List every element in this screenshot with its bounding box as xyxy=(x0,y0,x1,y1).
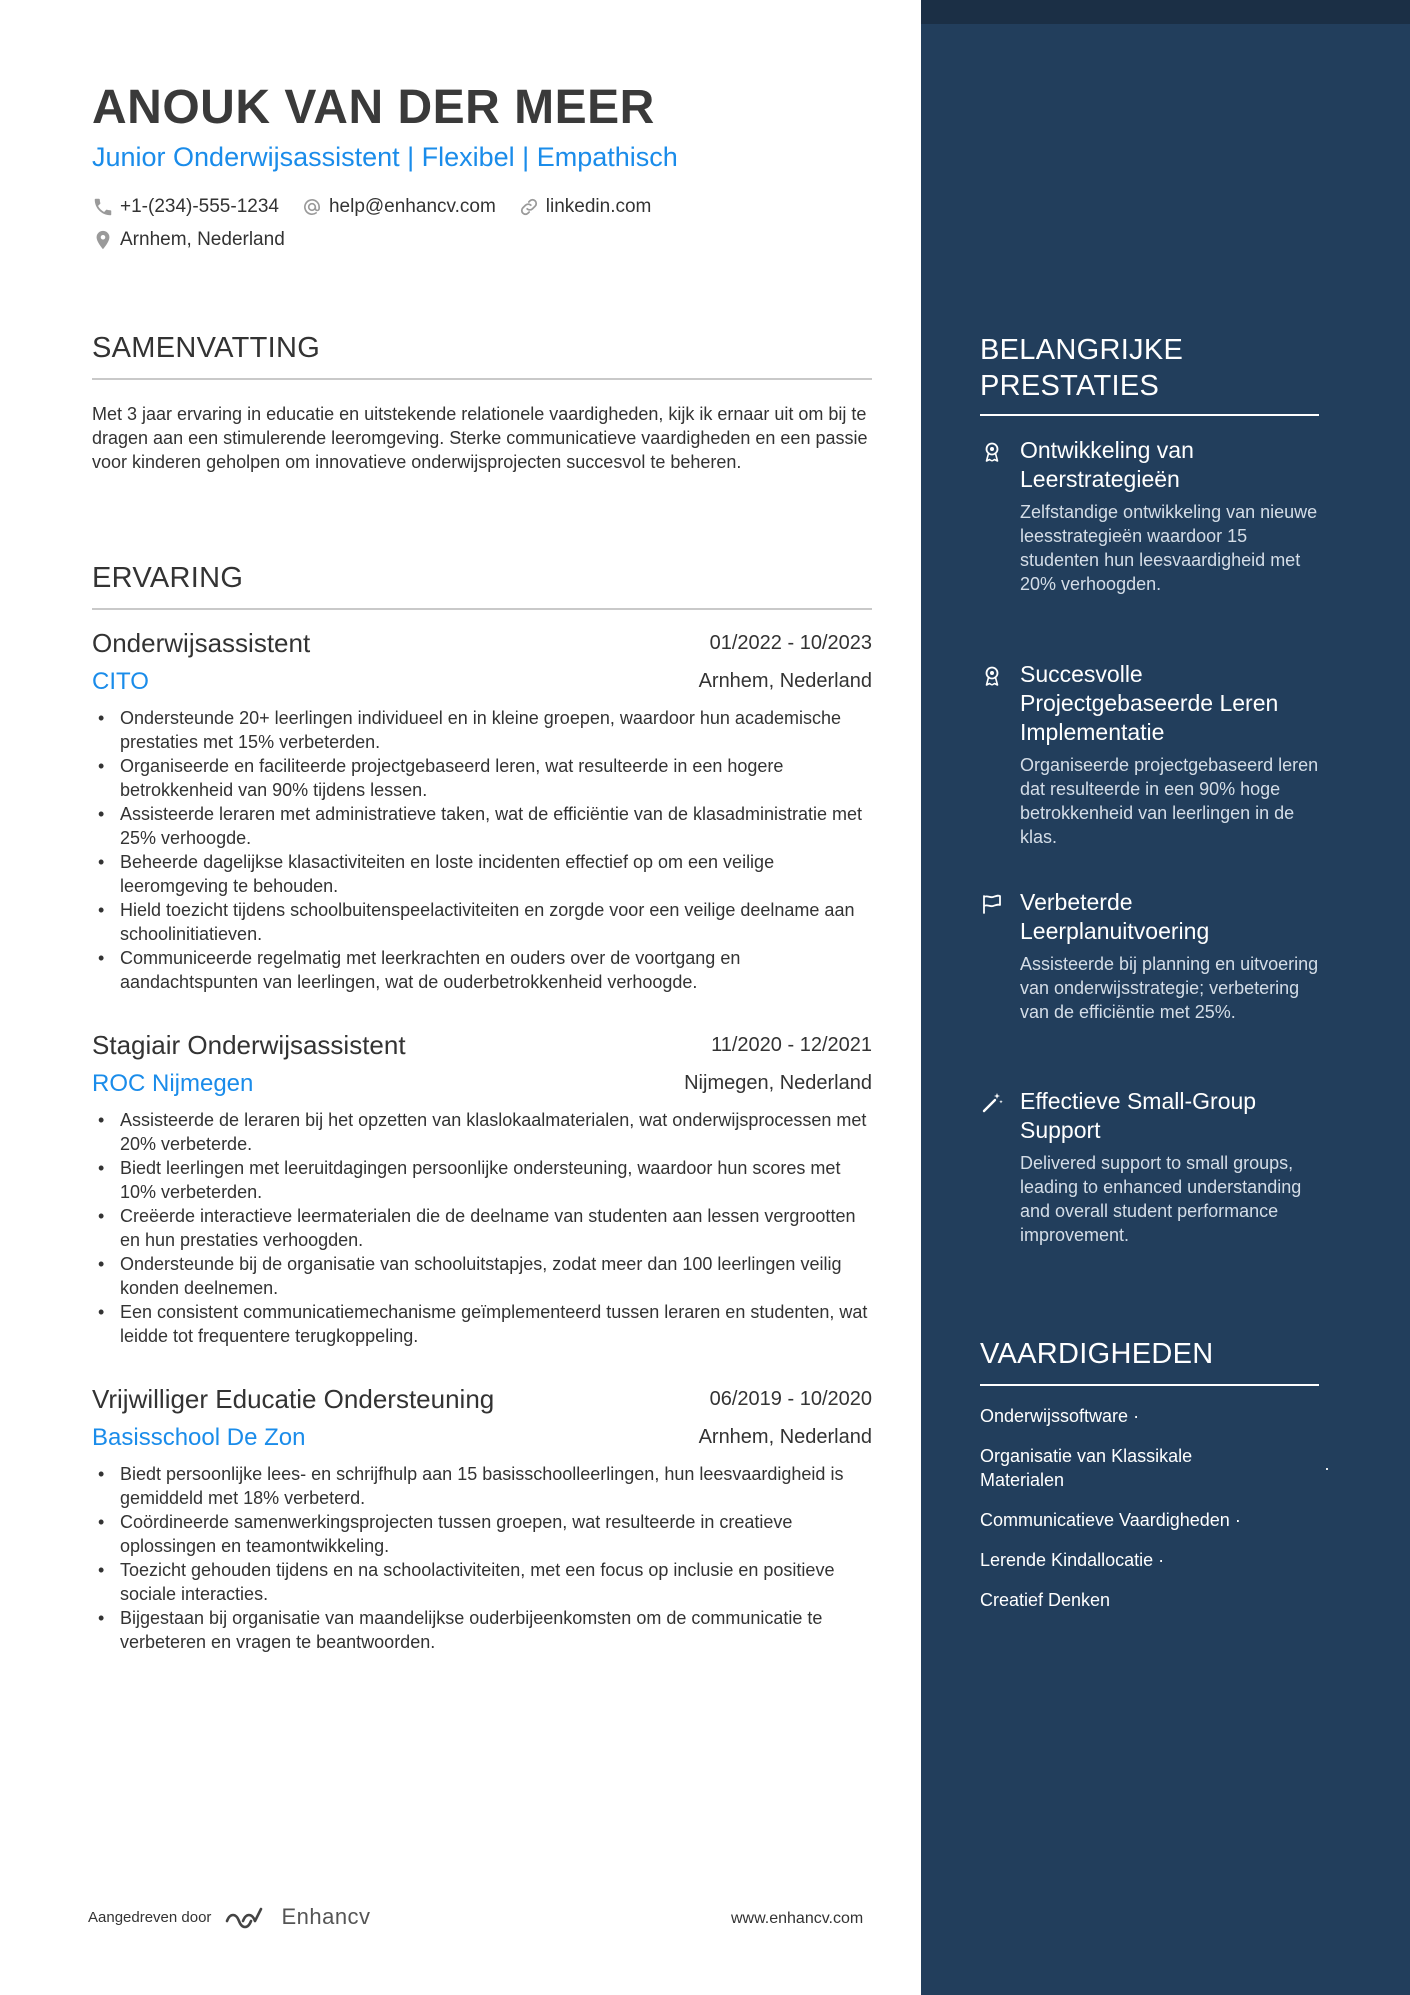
job-location: Arnhem, Nederland xyxy=(698,1426,872,1448)
achievement-item xyxy=(980,660,1320,849)
job-bullet: • Een consistent communicatiemechanisme geïmplementeerd tussen leraren en studenten, wat leidde tot frequentere terugkoppeling. xyxy=(92,1300,872,1348)
job-company[interactable]: ROC Nijmegen xyxy=(92,1070,254,1097)
job-company[interactable]: CITO xyxy=(92,668,149,695)
phone-icon xyxy=(92,196,114,218)
job-bullet: • Beheerde dagelijkse klasactiviteiten en loste incidenten effectief op om een veilige leeromgeving te behouden. xyxy=(92,850,872,898)
linkedin-text: linkedin.com xyxy=(545,196,652,217)
job-bullet: • Communiceerde regelmatig met leerkrachten en ouders over de voortgang en aandachtspunten van leerlingen, wat de ouderbetrokkenheid verhoogde. xyxy=(92,946,872,994)
contact-row-location xyxy=(92,229,307,251)
job-bullet: • Biedt persoonlijke lees- en schrijfhulp aan 15 basisschoolleerlingen, hun leesvaardigheid is gemiddeld met 18% verbeterd. xyxy=(92,1462,872,1510)
experience-heading: ERVARING xyxy=(92,562,244,594)
skill-item xyxy=(980,1508,1280,1532)
achievements-divider xyxy=(980,414,1319,416)
contact-linkedin[interactable] xyxy=(518,196,652,218)
job-bullet: • Assisteerde leraren met administratieve taken, wat de efficiëntie van de klasadministratie met 25% verhoogde. xyxy=(92,802,872,850)
location-text: Arnhem, Nederland xyxy=(120,229,285,250)
job-bullet: • Organiseerde en faciliteerde projectgebaseerd leren, wat resulteerde in een hogere betrokkenheid van 90% tijdens lessen. xyxy=(92,754,872,802)
job-bullet: • Creëerde interactieve leermaterialen die de deelname van studenten aan lessen vergrootten en hun prestaties verhoogden. xyxy=(92,1204,872,1252)
sidebar-top-band xyxy=(921,0,1410,24)
job-title: Vrijwilliger Educatie Ondersteuning xyxy=(92,1384,495,1414)
job-bullet: • Biedt leerlingen met leeruitdagingen persoonlijke ondersteuning, waardoor hun scores met 10% verbeterden. xyxy=(92,1156,872,1204)
job-bullets xyxy=(92,706,872,994)
award-icon xyxy=(980,664,1004,688)
job-bullet: • Bijgestaan bij organisatie van maandelijkse ouderbijeenkomsten om de communicatie te verbeteren en vragen te beantwoorden. xyxy=(92,1606,872,1654)
skill-item xyxy=(980,1404,1280,1428)
job-dates: 01/2022 - 10/2023 xyxy=(709,632,872,654)
job-bullet: • Hield toezicht tijdens schoolbuitenspeelactiviteiten en zorgde voor een veilige deelname aan schoolinitiatieven. xyxy=(92,898,872,946)
candidate-name: ANOUK VAN DER MEER xyxy=(92,81,655,134)
skills-divider xyxy=(980,1384,1319,1386)
achievement-title: Ontwikkeling van Leerstrategieën xyxy=(1020,437,1194,492)
achievement-description: Zelfstandige ontwikkeling van nieuwe leesstrategieën waardoor 15 studenten hun leesvaardigheid met 20% verhoogden. xyxy=(1020,502,1318,594)
job-title: Onderwijsassistent xyxy=(92,628,311,658)
job-location: Nijmegen, Nederland xyxy=(684,1072,872,1094)
job-bullet: • Ondersteunde bij de organisatie van schooluitstapjes, zodat meer dan 100 leerlingen veilig konden deelnemen. xyxy=(92,1252,872,1300)
at-icon xyxy=(301,196,323,218)
skill-label: Onderwijssoftware xyxy=(980,1406,1129,1426)
achievement-item xyxy=(980,1087,1320,1247)
job-entry xyxy=(92,1030,872,1348)
job-entry xyxy=(92,1384,872,1654)
achievement-item xyxy=(980,888,1320,1024)
summary-divider xyxy=(92,378,872,380)
contact-location xyxy=(92,229,285,251)
job-title: Stagiair Onderwijsassistent xyxy=(92,1030,406,1060)
skill-separator: · xyxy=(1158,1550,1165,1570)
job-bullet: • Assisteerde de leraren bij het opzetten van klaslokaalmaterialen, wat onderwijsprocessen met 20% verbeterde. xyxy=(92,1108,872,1156)
skill-separator: · xyxy=(1234,1510,1241,1530)
skill-label: Organisatie van Klassikale Materialen xyxy=(980,1446,1193,1490)
job-dates: 11/2020 - 12/2021 xyxy=(711,1034,872,1056)
footer-website[interactable]: www.enhancv.com xyxy=(731,1910,864,1927)
powered-by-text: Aangedreven door xyxy=(88,1908,212,1926)
job-bullets xyxy=(92,1108,872,1348)
contact-phone[interactable] xyxy=(92,196,279,218)
enhancv-brand-text: Enhancv xyxy=(281,1904,371,1929)
enhancv-logo[interactable] xyxy=(223,1903,370,1931)
achievement-title: Effectieve Small-Group Support xyxy=(1020,1088,1257,1143)
skill-label: Communicatieve Vaardigheden xyxy=(980,1510,1230,1530)
job-bullets xyxy=(92,1462,872,1654)
achievement-description: Organiseerde projectgebaseerd leren dat resulteerde in een 90% hoge betrokkenheid van leerlingen in de klas. xyxy=(1020,755,1319,847)
skills-list xyxy=(980,1404,1330,1628)
skill-item xyxy=(980,1548,1280,1572)
job-location: Arnhem, Nederland xyxy=(698,670,872,692)
job-company[interactable]: Basisschool De Zon xyxy=(92,1424,306,1451)
link-icon xyxy=(518,196,540,218)
award-icon xyxy=(980,440,1004,464)
magic-wand-icon xyxy=(980,1091,1004,1115)
summary-heading: SAMENVATTING xyxy=(92,332,321,364)
skill-separator: · xyxy=(1324,1458,1330,1478)
contact-row xyxy=(92,196,673,218)
skill-item xyxy=(980,1588,1280,1612)
job-entry xyxy=(92,628,872,994)
skill-item xyxy=(980,1444,1330,1492)
job-bullet: • Toezicht gehouden tijdens en na schoolactiviteiten, met een focus op inclusie en positieve sociale interacties. xyxy=(92,1558,872,1606)
achievement-description: Assisteerde bij planning en uitvoering van onderwijsstrategie; verbetering van de efficiëntie met 25%. xyxy=(1020,954,1319,1022)
skill-label: Creatief Denken xyxy=(980,1590,1111,1610)
summary-text: Met 3 jaar ervaring in educatie en uitstekende relationele vaardigheden, kijk ik ernaar uit om bij te dragen aan een stimulerende leeromgeving. Sterke communicatieve vaardigheden en een passie voor kinderen geholpen om innovatieve onderwijsprojecten succesvol te beheren. xyxy=(92,404,868,472)
job-bullet: • Coördineerde samenwerkingsprojecten tussen groepen, wat resulteerde in creatieve oplossingen en teamontwikkeling. xyxy=(92,1510,872,1558)
enhancv-logo-icon xyxy=(223,1903,271,1931)
achievement-title: Verbeterde Leerplanuitvoering xyxy=(1020,889,1210,944)
achievement-item xyxy=(980,436,1320,596)
candidate-subtitle: Junior Onderwijsassistent | Flexibel | Empathisch xyxy=(92,142,678,172)
phone-text: +1-(234)-555-1234 xyxy=(120,196,279,217)
job-dates: 06/2019 - 10/2020 xyxy=(709,1388,872,1410)
flag-icon xyxy=(980,892,1004,916)
achievements-heading: BELANGRIJKE PRESTATIES xyxy=(980,334,1184,402)
contact-email[interactable] xyxy=(301,196,496,218)
skills-heading: VAARDIGHEDEN xyxy=(980,1338,1214,1370)
skill-label: Lerende Kindallocatie xyxy=(980,1550,1154,1570)
achievement-title: Succesvolle Projectgebaseerde Leren Implementatie xyxy=(1020,661,1279,745)
skill-separator: · xyxy=(1133,1406,1140,1426)
location-pin-icon xyxy=(92,229,114,251)
experience-divider xyxy=(92,608,872,610)
email-text: help@enhancv.com xyxy=(328,196,496,217)
footer-powered-by xyxy=(88,1903,371,1931)
job-bullet: • Ondersteunde 20+ leerlingen individueel en in kleine groepen, waardoor hun academische prestaties met 15% verbeterden. xyxy=(92,706,872,754)
achievement-description: Delivered support to small groups, leading to enhanced understanding and overall student performance improvement. xyxy=(1020,1153,1302,1245)
